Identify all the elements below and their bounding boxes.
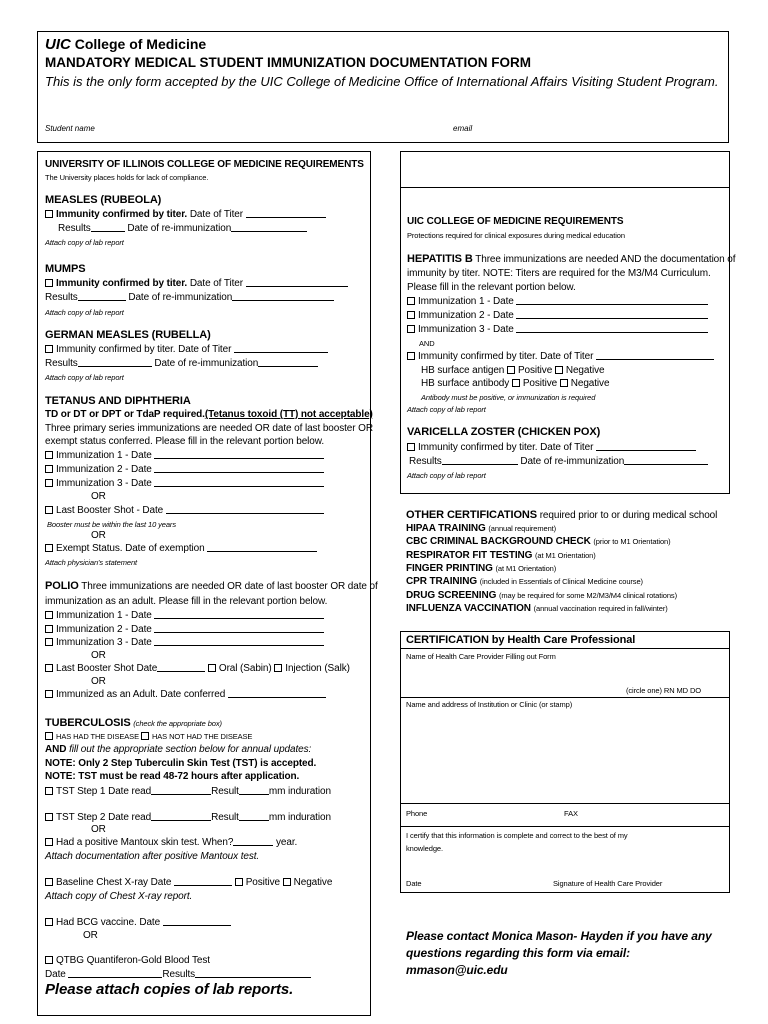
polio-adult-label: Immunized as an Adult. Date conferred <box>56 689 226 700</box>
measles-attach-note: Attach copy of lab report <box>45 238 124 247</box>
tetanus-imm3-field[interactable] <box>154 478 324 487</box>
tb-step2-result-field[interactable] <box>239 812 269 821</box>
hepb-antibody-note: Antibody must be positive, or immunization is required <box>421 393 596 402</box>
tetanus-requirement <box>45 409 373 421</box>
hepb-imm1-field[interactable] <box>516 296 708 305</box>
hepb-antibody-positive-checkbox[interactable] <box>512 379 520 387</box>
varicella-reimm-field[interactable] <box>624 456 708 465</box>
measles-reimm-field[interactable] <box>231 223 307 232</box>
measles-results-label: Results <box>58 223 91 234</box>
tb-step2-row <box>45 812 331 824</box>
tb-bcg-row <box>45 917 231 929</box>
hepb-antigen-negative-label: Negative <box>565 365 605 376</box>
polio-imm1-label: Immunization 1 - Date <box>56 610 152 621</box>
mumps-titer-checkbox[interactable] <box>45 279 53 287</box>
cert-title-rule <box>401 648 729 649</box>
hepb-imm2-row <box>407 310 708 322</box>
varicella-title: VARICELLA ZOSTER (CHICKEN POX) <box>407 426 601 438</box>
polio-para-1: Three immunizations are needed OR date of last booster OR date of <box>81 581 378 592</box>
varicella-attach-note: Attach copy of lab report <box>407 471 486 480</box>
tetanus-imm2-checkbox[interactable] <box>45 465 53 473</box>
hepb-antibody-negative-checkbox[interactable] <box>560 379 568 387</box>
tetanus-imm3-label: Immunization 3 - Date <box>56 478 152 489</box>
polio-para-2: immunization as an adult. Please fill in the relevant portion below. <box>45 596 328 607</box>
hepb-antibody-label: HB surface antibody <box>421 378 510 389</box>
mumps-titer-row <box>45 278 348 290</box>
tb-check-note: (check the appropriate box) <box>133 719 222 728</box>
rubella-titer-date-field[interactable] <box>234 344 328 353</box>
tb-step2-induration-label: mm induration <box>268 812 331 823</box>
other-cert-name: CBC CRIMINAL BACKGROUND CHECK <box>406 536 591 548</box>
measles-titer-row <box>45 209 326 221</box>
tb-qtbg-date-field[interactable] <box>68 969 162 978</box>
measles-results-field[interactable] <box>91 223 125 232</box>
varicella-titer-row <box>407 442 696 454</box>
tb-fill-note: fill out the appropriate section below for annual updates: <box>69 744 312 755</box>
hepb-imm3-label: Immunization 3 - Date <box>418 324 514 335</box>
rubella-results-row <box>45 358 318 370</box>
cert-certify-line-2: knowledge. <box>406 844 443 853</box>
tb-had-label: HAS HAD THE DISEASE <box>56 732 139 741</box>
rubella-titer-label: Immunity confirmed by titer. Date of Titer <box>56 344 232 355</box>
other-cert-item <box>406 576 643 588</box>
tb-mantoux-row <box>45 837 297 849</box>
tb-qtbg-checkbox[interactable] <box>45 956 53 964</box>
polio-imm3-row <box>45 637 324 649</box>
other-cert-note: (included in Essentials of Clinical Medicine course) <box>479 577 643 587</box>
tb-mantoux-field[interactable] <box>233 837 273 846</box>
varicella-results-row <box>409 456 708 468</box>
polio-row-1 <box>45 580 378 593</box>
other-cert-item <box>406 523 556 535</box>
hepb-attach-note: Attach copy of lab report <box>407 405 486 414</box>
tb-xray-negative-label: Negative <box>293 877 333 888</box>
polio-imm2-field[interactable] <box>154 624 324 633</box>
mumps-reimm-label: Date of re-immunization <box>128 292 233 303</box>
other-cert-note: (annual requirement) <box>488 524 557 533</box>
cert-institution-rule <box>401 803 729 804</box>
other-cert-note: (annual vaccination required in fall/winter) <box>533 603 668 613</box>
tb-mantoux-label: Had a positive Mantoux skin test. When? <box>56 837 234 848</box>
hepb-imm3-checkbox[interactable] <box>407 325 415 333</box>
polio-imm1-field[interactable] <box>154 610 324 619</box>
varicella-reimm-label: Date of re-immunization <box>520 456 625 467</box>
college-name: College of Medicine <box>74 36 207 52</box>
hepb-titer-checkbox[interactable] <box>407 352 415 360</box>
polio-imm2-checkbox[interactable] <box>45 625 53 633</box>
other-cert-name: FINGER PRINTING <box>406 562 493 574</box>
polio-booster-field[interactable] <box>157 663 205 672</box>
hepb-imm1-checkbox[interactable] <box>407 297 415 305</box>
mumps-title: MUMPS <box>45 263 86 275</box>
mumps-results-field[interactable] <box>78 292 126 301</box>
hepb-imm2-checkbox[interactable] <box>407 311 415 319</box>
tetanus-imm1-row <box>45 450 324 462</box>
tb-bcg-label: Had BCG vaccine. Date <box>56 917 161 928</box>
tetanus-imm1-field[interactable] <box>154 450 324 459</box>
tb-step1-induration-label: mm induration <box>268 786 331 797</box>
mumps-results-row <box>45 292 334 304</box>
email-label: email <box>453 124 473 133</box>
rubella-titer-row <box>45 344 328 356</box>
other-cert-note: (may be required for some M2/M3/M4 clinical rotations) <box>498 590 677 600</box>
tetanus-or-2: OR <box>91 530 106 541</box>
protections-note: Protections required for clinical exposures during medical education <box>407 231 625 240</box>
other-cert-name: HIPAA TRAINING <box>406 523 486 534</box>
tetanus-booster-field[interactable] <box>166 505 324 514</box>
hepb-imm3-row <box>407 324 708 336</box>
tetanus-imm1-checkbox[interactable] <box>45 451 53 459</box>
tb-fill-row <box>45 744 311 756</box>
hepb-antigen-positive-checkbox[interactable] <box>507 366 515 374</box>
other-cert-item <box>406 590 677 602</box>
other-cert-name: INFLUENZA VACCINATION <box>406 602 531 614</box>
tetanus-exempt-label: Exempt Status. Date of exemption <box>56 543 205 554</box>
tb-not-had-checkbox[interactable] <box>141 732 149 740</box>
measles-titer-date-field[interactable] <box>246 209 326 218</box>
hepb-title: HEPATITIS B <box>407 253 473 265</box>
tb-title-row <box>45 717 222 730</box>
tb-xray-doc: Attach copy of Chest X-ray report. <box>45 891 193 902</box>
rubella-titer-checkbox[interactable] <box>45 345 53 353</box>
polio-imm1-checkbox[interactable] <box>45 611 53 619</box>
tb-step2-result-label: Result <box>211 812 239 823</box>
tb-qtbg-label: QTBG Quantiferon-Gold Blood Test <box>56 955 210 966</box>
tetanus-para-2: exempt status conferred. Please fill in the relevant portion below. <box>45 436 325 447</box>
rubella-results-field[interactable] <box>78 358 152 367</box>
mumps-titer-label: Immunity confirmed by titer. <box>56 278 188 289</box>
hepb-antigen-row <box>421 365 605 377</box>
hepb-para-3: Please fill in the relevant portion below. <box>407 282 576 293</box>
blank-header-band <box>401 152 729 188</box>
tb-step1-row <box>45 786 331 798</box>
tb-mantoux-checkbox[interactable] <box>45 838 53 846</box>
tetanus-req-a: TD or DT or DPT or TdaP required. <box>45 409 205 420</box>
other-cert-name: DRUG SCREENING <box>406 589 497 601</box>
tb-step1-result-label: Result <box>211 786 239 797</box>
mumps-reimm-field[interactable] <box>232 292 334 301</box>
form-title: MANDATORY MEDICAL STUDENT IMMUNIZATION DOCUMENTATION FORM <box>45 55 531 70</box>
tb-xray-negative-checkbox[interactable] <box>283 878 291 886</box>
student-name-label: Student name <box>45 124 95 133</box>
tetanus-exempt-checkbox[interactable] <box>45 544 53 552</box>
other-certs-title: OTHER CERTIFICATIONS <box>406 509 538 521</box>
tetanus-imm2-row <box>45 464 324 476</box>
other-certs-title-row <box>406 509 717 522</box>
tb-xray-positive-checkbox[interactable] <box>235 878 243 886</box>
left-heading: UNIVERSITY OF ILLINOIS COLLEGE OF MEDICINE REQUIREMENTS <box>45 159 364 170</box>
tb-year-label: year. <box>276 837 298 848</box>
tetanus-booster-label: Last Booster Shot - Date <box>56 505 164 516</box>
tb-disease-row <box>45 731 252 743</box>
hepb-para-2: immunity by titer. NOTE: Titers are required for the M3/M4 Curriculum. <box>407 268 711 279</box>
attach-lab-reports-note: Please attach copies of lab reports. <box>45 981 294 998</box>
tb-step1-date-field[interactable] <box>151 786 211 795</box>
other-certs-title-rest: required prior to or during medical school <box>539 510 718 521</box>
tetanus-booster-row <box>45 505 324 517</box>
polio-or-2: OR <box>91 676 106 687</box>
hepb-antibody-positive-label: Positive <box>522 378 558 389</box>
tetanus-or-1: OR <box>91 491 106 502</box>
varicella-titer-checkbox[interactable] <box>407 443 415 451</box>
hepb-antigen-label: HB surface antigen <box>421 365 505 376</box>
polio-imm1-row <box>45 610 324 622</box>
tb-not-had-label: HAS NOT HAD THE DISEASE <box>151 732 253 741</box>
polio-oral-checkbox[interactable] <box>208 664 216 672</box>
cert-circle-one[interactable]: (circle one) RN MD DO <box>626 686 701 695</box>
tetanus-req-b: (Tetanus toxoid (TT) not acceptable) <box>204 409 373 420</box>
cert-date-label: Date <box>406 879 422 888</box>
tb-qtbg-results-field[interactable] <box>195 969 311 978</box>
tetanus-booster-checkbox[interactable] <box>45 506 53 514</box>
tb-title: TUBERCULOSIS <box>45 717 131 729</box>
rubella-reimm-label: Date of re-immunization <box>154 358 259 369</box>
hepb-imm1-row <box>407 296 708 308</box>
other-cert-note: (prior to M1 Orientation) <box>593 537 671 547</box>
polio-adult-row <box>45 689 326 701</box>
hepb-imm3-field[interactable] <box>516 324 708 333</box>
cert-phone-rule <box>401 826 729 827</box>
tb-step1-label: TST Step 1 Date read <box>56 786 152 797</box>
hepb-titer-label: Immunity confirmed by titer. Date of Titer <box>418 351 594 362</box>
form-subtitle: This is the only form accepted by the UIC College of Medicine Office of International Affairs Visiting Student Program. <box>45 74 719 89</box>
tb-xray-positive-label: Positive <box>245 877 280 888</box>
uic-logo-text: UIC <box>45 36 71 53</box>
other-cert-item <box>406 563 556 575</box>
polio-booster-label: Last Booster Shot Date <box>56 663 158 674</box>
polio-oral-label: Oral (Sabin) <box>218 663 272 674</box>
hepb-titer-row <box>407 351 714 363</box>
tetanus-imm3-checkbox[interactable] <box>45 479 53 487</box>
mumps-results-label: Results <box>45 292 78 303</box>
tb-xray-checkbox[interactable] <box>45 878 53 886</box>
rubella-attach-note: Attach copy of lab report <box>45 373 124 382</box>
tetanus-exempt-row <box>45 543 317 555</box>
polio-imm2-row <box>45 624 324 636</box>
other-cert-name: CPR TRAINING <box>406 576 478 588</box>
tb-note-2: NOTE: TST must be read 48-72 hours after application. <box>45 771 300 782</box>
tetanus-imm3-row <box>45 478 324 490</box>
measles-title: MEASLES (RUBEOLA) <box>45 194 162 206</box>
polio-booster-checkbox[interactable] <box>45 664 53 672</box>
tetanus-para-1: Three primary series immunizations are needed OR date of last booster OR <box>45 423 373 434</box>
tb-note-1: NOTE: Only 2 Step Tuberculin Skin Test (TST) is accepted. <box>45 758 317 769</box>
tb-step2-label: TST Step 2 Date read <box>56 812 152 823</box>
tb-step2-date-field[interactable] <box>151 812 211 821</box>
polio-booster-row <box>45 663 350 675</box>
measles-titer-checkbox[interactable] <box>45 210 53 218</box>
contact-note: Please contact Monica Mason- Hayden if you have any questions regarding this form via email: mmason@uic.edu <box>406 929 712 977</box>
tb-bcg-checkbox[interactable] <box>45 918 53 926</box>
tb-or-1: OR <box>91 824 106 835</box>
polio-imm3-label: Immunization 3 - Date <box>56 637 152 648</box>
tetanus-imm2-label: Immunization 2 - Date <box>56 464 152 475</box>
tb-step1-result-field[interactable] <box>239 786 269 795</box>
cert-institution-label: Name and address of Institution or Clinic (or stamp) <box>406 700 573 709</box>
cert-certify-line-1: I certify that this information is complete and correct to the best of my <box>406 831 628 840</box>
measles-titer-label: Immunity confirmed by titer. <box>56 209 188 220</box>
varicella-titer-label: Immunity confirmed by titer. Date of Titer <box>418 442 594 453</box>
tetanus-title: TETANUS AND DIPHTHERIA <box>45 395 191 407</box>
rubella-results-label: Results <box>45 358 78 369</box>
tb-mantoux-doc: Attach documentation after positive Mantoux test. <box>45 851 260 862</box>
other-cert-item <box>406 603 668 615</box>
hepb-antigen-negative-checkbox[interactable] <box>555 366 563 374</box>
right-heading: UIC COLLEGE OF MEDICINE REQUIREMENTS <box>407 216 624 227</box>
hepb-para-1: Three immunizations are needed AND the documentation of <box>475 254 736 265</box>
polio-or-1: OR <box>91 650 106 661</box>
other-cert-note: (at M1 Orientation) <box>535 550 596 560</box>
tb-xray-label: Baseline Chest X-ray Date <box>56 877 172 888</box>
tetanus-booster-note: Booster must be within the last 10 years <box>47 520 176 529</box>
uic-university-requirements-section <box>37 151 378 1016</box>
tb-had-checkbox[interactable] <box>45 732 53 740</box>
hepb-imm2-label: Immunization 2 - Date <box>418 310 514 321</box>
varicella-titer-field[interactable] <box>596 442 696 451</box>
tb-or-2: OR <box>83 930 98 941</box>
other-cert-item <box>406 550 596 562</box>
tb-xray-date-field[interactable] <box>174 877 232 886</box>
cert-fax-label: FAX <box>564 809 578 818</box>
other-cert-note: (at M1 Orientation) <box>495 563 557 573</box>
rubella-reimm-field[interactable] <box>258 358 318 367</box>
tb-qtbg-results-label: Results <box>162 969 196 980</box>
mumps-attach-note: Attach copy of lab report <box>45 308 124 317</box>
cert-title: CERTIFICATION by Health Care Professional <box>406 634 636 646</box>
tetanus-exempt-field[interactable] <box>207 543 317 552</box>
cert-signature-label: Signature of Health Care Provider <box>553 879 663 888</box>
hepb-and: AND <box>419 339 435 348</box>
other-cert-name: RESPIRATOR FIT TESTING <box>406 549 533 561</box>
tb-qtbg-date-row <box>45 969 311 981</box>
rubella-title: GERMAN MEASLES (RUBELLA) <box>45 329 211 341</box>
polio-injection-checkbox[interactable] <box>274 664 282 672</box>
measles-titer-date-label: Date of Titer <box>189 209 243 220</box>
hepb-antigen-positive-label: Positive <box>517 365 553 376</box>
holds-note: The University places holds for lack of compliance. <box>45 173 209 182</box>
hepb-titer-field[interactable] <box>596 351 714 360</box>
polio-title: POLIO <box>45 580 79 592</box>
uic-college-requirements-section <box>400 151 736 494</box>
mumps-titer-date-field[interactable] <box>246 278 348 287</box>
tb-qtbg-date-label: Date <box>45 969 66 980</box>
tetanus-physician-note: Attach physician's statement <box>45 558 138 567</box>
tb-qtbg-row <box>45 955 210 967</box>
cert-phone-label: Phone <box>406 809 428 818</box>
tb-and: AND <box>45 744 67 755</box>
tb-step1-checkbox[interactable] <box>45 787 53 795</box>
polio-imm2-label: Immunization 2 - Date <box>56 624 152 635</box>
polio-adult-checkbox[interactable] <box>45 690 53 698</box>
polio-imm3-field[interactable] <box>154 637 324 646</box>
other-cert-item <box>406 536 671 548</box>
hepb-antibody-negative-label: Negative <box>570 378 610 389</box>
college-title <box>45 36 206 53</box>
cert-provider-label: Name of Health Care Provider Filling out Form <box>406 652 556 661</box>
cert-provider-rule <box>401 697 729 698</box>
varicella-results-label: Results <box>409 456 442 467</box>
hepb-antibody-row <box>421 378 609 390</box>
form-header <box>37 31 729 143</box>
tetanus-imm2-field[interactable] <box>154 464 324 473</box>
tb-step2-checkbox[interactable] <box>45 813 53 821</box>
tetanus-imm1-label: Immunization 1 - Date <box>56 450 152 461</box>
polio-injection-label: Injection (Salk) <box>285 663 350 674</box>
hepb-row-1 <box>407 253 735 266</box>
measles-results-row <box>58 223 307 235</box>
measles-reimm-label: Date of re-immunization <box>127 223 232 234</box>
tb-xray-row <box>45 877 332 889</box>
tb-bcg-date-field[interactable] <box>163 917 231 926</box>
hepb-imm2-field[interactable] <box>516 310 708 319</box>
mumps-titer-date-label: Date of Titer <box>189 278 243 289</box>
polio-adult-field[interactable] <box>228 689 326 698</box>
varicella-results-field[interactable] <box>442 456 518 465</box>
polio-imm3-checkbox[interactable] <box>45 638 53 646</box>
certification-section <box>400 631 730 893</box>
hepb-imm1-label: Immunization 1 - Date <box>418 296 514 307</box>
